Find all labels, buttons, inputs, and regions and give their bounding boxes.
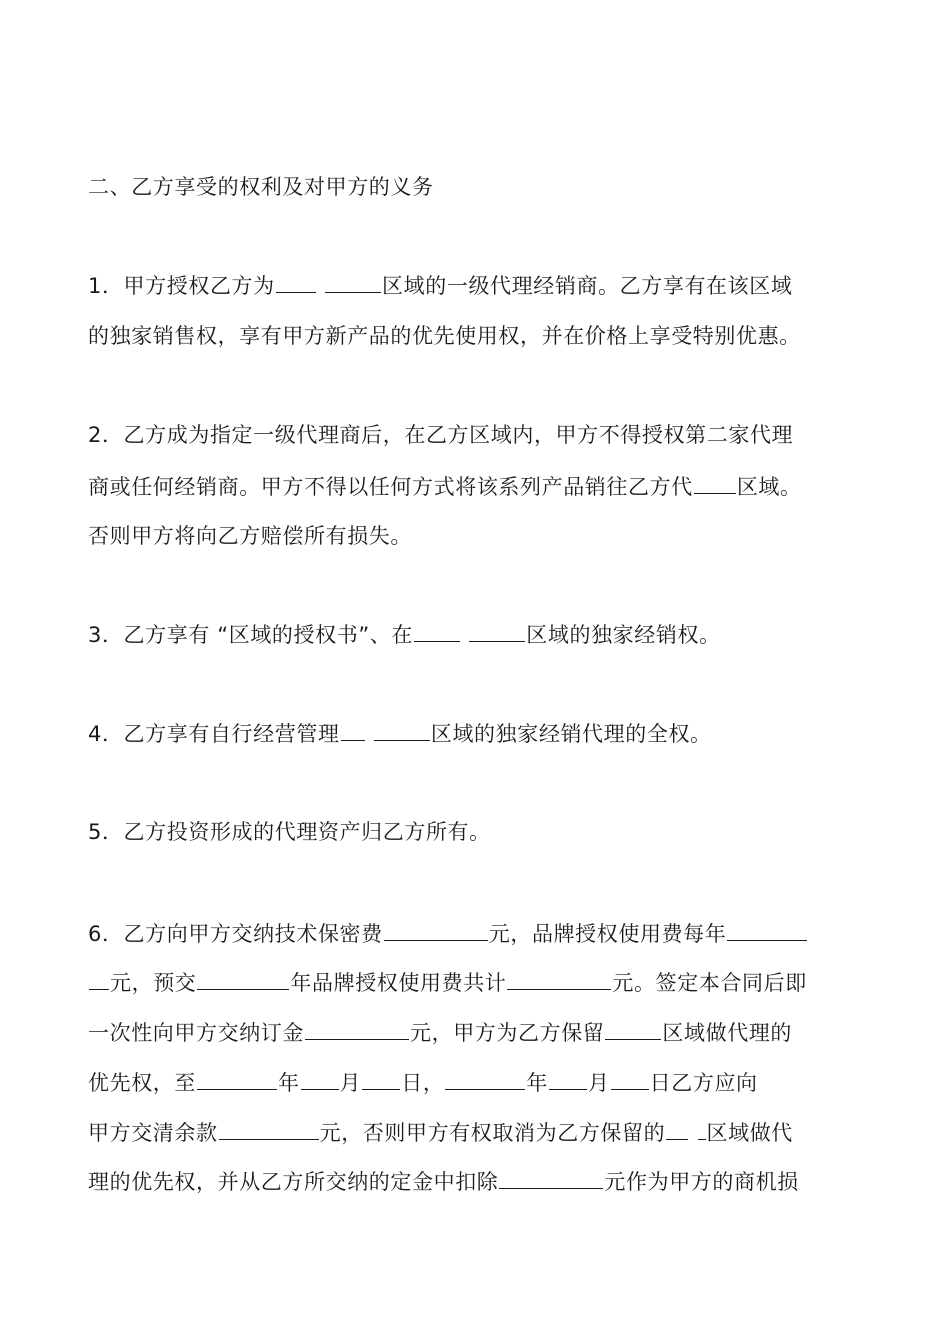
item-1-line-1: 1．甲方授权乙方为 区域的一级代理经销商。乙方享有在该区域 (88, 270, 792, 301)
blank-field (549, 1067, 587, 1090)
blank-field (341, 718, 365, 741)
blank-field (197, 967, 289, 990)
item-2-line-1: 2．乙方成为指定一级代理商后，在乙方区域内，甲方不得授权第二家代理 (88, 423, 794, 447)
blank-field (611, 1067, 649, 1090)
blank-field (305, 1017, 409, 1040)
item-6-line-6: 理的优先权，并从乙方所交纳的定金中扣除 元作为甲方的商机损 (88, 1166, 799, 1197)
item-6-line-3: 一次性向甲方交纳订金 元，甲方为乙方保留 区域做代理的 (88, 1017, 792, 1048)
blank-field (374, 718, 430, 741)
item-4-line-1: 4．乙方享有自行经营管理 区域的独家经销代理的全权。 (88, 718, 712, 749)
blank-field (499, 1166, 603, 1189)
blank-field (605, 1017, 661, 1040)
blank-field (727, 918, 807, 941)
section-heading: 二、乙方享受的权利及对甲方的义务 (88, 175, 434, 199)
item-3-line-1: 3．乙方享有 “区域的授权书”、在 区域的独家经销权。 (88, 619, 721, 650)
item-6-line-4: 优先权，至 年 月 日， 年 月 日乙方应向 (88, 1067, 758, 1098)
blank-field (414, 619, 460, 642)
item-2-line-3: 否则甲方将向乙方赔偿所有损失。 (88, 524, 412, 548)
blank-field (694, 471, 736, 494)
blank-field (301, 1067, 339, 1090)
item-6-line-5: 甲方交清余款 元，否则甲方有权取消为乙方保留的 区域做代 (88, 1117, 793, 1148)
blank-field (507, 967, 611, 990)
blank-field (362, 1067, 400, 1090)
blank-field (89, 967, 109, 990)
item-2-line-2: 商或任何经销商。甲方不得以任何方式将该系列产品销往乙方代 区域。 (88, 471, 802, 502)
item-5-line-1: 5．乙方投资形成的代理资产归乙方所有。 (88, 820, 491, 844)
blank-field (384, 918, 488, 941)
item-6-line-2: 元，预交 年品牌授权使用费共计 元。签定本合同后即 (88, 967, 807, 998)
blank-field (666, 1117, 688, 1140)
item-1-line-2: 的独家销售权，享有甲方新产品的优先使用权，并在价格上享受特别优惠。 (88, 324, 801, 348)
blank-field (469, 619, 525, 642)
blank-field (219, 1117, 319, 1140)
blank-field (445, 1067, 525, 1090)
blank-field (276, 270, 316, 293)
blank-field (698, 1117, 706, 1140)
blank-field (325, 270, 381, 293)
blank-field (197, 1067, 277, 1090)
item-6-line-1: 6．乙方向甲方交纳技术保密费 元，品牌授权使用费每年 (88, 918, 808, 949)
